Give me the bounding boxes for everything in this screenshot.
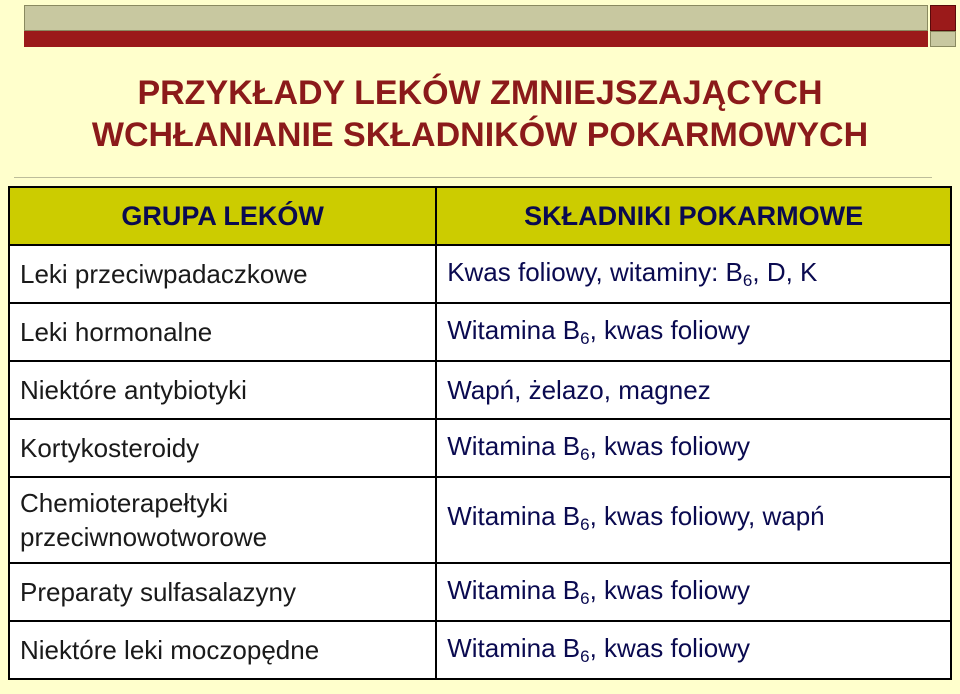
nutrient-text: Witamina B <box>447 315 581 345</box>
table-row <box>9 361 951 419</box>
nutrient-cell <box>436 563 951 621</box>
table-row <box>9 477 951 563</box>
table-row <box>9 563 951 621</box>
drug-cell: Leki hormonalne <box>9 303 436 361</box>
nutrient-text-suffix: , kwas foliowy <box>589 633 750 663</box>
drug-nutrient-table <box>8 186 952 680</box>
drug-cell: Niektóre leki moczopędne <box>9 621 436 679</box>
drug-cell: Leki przeciwpadaczkowe <box>9 245 436 303</box>
table-row <box>9 245 951 303</box>
nutrient-subscript: 6 <box>580 514 590 534</box>
drug-cell: Niektóre antybiotyki <box>9 361 436 419</box>
nutrient-cell <box>436 419 951 477</box>
slide-top-accent-bar <box>24 31 928 47</box>
nutrient-text-suffix: , D, K <box>752 257 818 287</box>
nutrient-subscript: 6 <box>580 589 590 608</box>
nutrient-text: Witamina B <box>447 500 581 531</box>
nutrient-cell <box>436 303 951 361</box>
table-row <box>9 419 951 477</box>
nutrient-text-suffix: , kwas foliowy, wapń <box>589 500 825 531</box>
nutrient-cell <box>436 245 951 303</box>
nutrient-text: Witamina B <box>447 575 581 605</box>
drug-cell <box>9 477 436 563</box>
slide-corner-square <box>930 5 956 31</box>
drug-cell: Preparaty sulfasalazyny <box>9 563 436 621</box>
nutrient-text: Wapń, żelazo, magnez <box>447 374 711 405</box>
header-nutrients: SKŁADNIKI POKARMOWE <box>436 187 951 245</box>
table-header-row <box>9 187 951 245</box>
drug-cell-line-2: przeciwnowotworowe <box>20 522 268 552</box>
drug-cell-line-1: Chemioterapełtyki <box>20 488 229 518</box>
drug-cell: Kortykosteroidy <box>9 419 436 477</box>
slide-top-bar <box>24 5 928 31</box>
slide-title <box>0 72 960 156</box>
nutrient-text: Witamina B <box>447 431 581 461</box>
slide-corner-square-lower <box>930 31 956 47</box>
nutrient-cell <box>436 477 951 563</box>
slide-title-line-1: PRZYKŁADY LEKÓW ZMNIEJSZAJĄCYCH <box>137 74 823 112</box>
table-row <box>9 303 951 361</box>
nutrient-subscript: 6 <box>580 445 590 464</box>
nutrient-text: Kwas foliowy, witaminy: B <box>447 257 743 287</box>
nutrient-cell <box>436 361 951 419</box>
nutrient-subscript: 6 <box>580 647 590 666</box>
nutrient-subscript: 6 <box>580 329 590 348</box>
slide-title-line-2: WCHŁANIANIE SKŁADNIKÓW POKARMOWYCH <box>91 116 869 154</box>
nutrient-text-suffix: , kwas foliowy <box>589 431 750 461</box>
nutrient-text-suffix: , kwas foliowy <box>589 575 750 605</box>
nutrient-text: Witamina B <box>447 633 581 663</box>
table-row <box>9 621 951 679</box>
title-divider <box>14 177 932 178</box>
nutrient-text-suffix: , kwas foliowy <box>589 315 750 345</box>
nutrient-cell <box>436 621 951 679</box>
header-drug-group: GRUPA LEKÓW <box>9 187 436 245</box>
nutrient-subscript: 6 <box>742 271 753 290</box>
